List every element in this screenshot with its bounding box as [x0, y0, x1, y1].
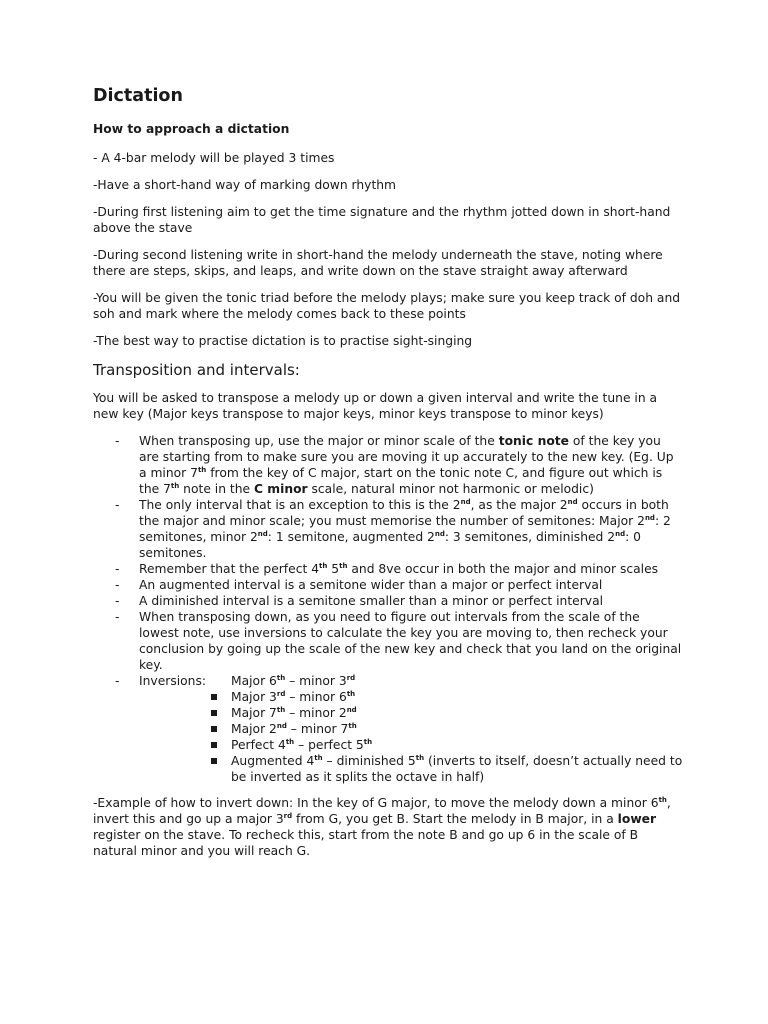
dictation-point: -During first listening aim to get the time signature and the rhythm jotted down in short-hand above the stave — [93, 205, 671, 235]
list-item: - When transposing down, as you need to figure out intervals from the scale of the lowest note, use inversions to calculate the key you are moving to, then recheck your conclusion by going up the scale of the new key and check that you land on the original key. — [93, 609, 683, 673]
section-intro: You will be asked to transpose a melody up or down a given interval and write the tune in a new key (Major keys transpose to major keys, minor keys transpose to minor keys) — [93, 391, 658, 421]
dictation-point: -The best way to practise dictation is to practise sight-singing — [93, 334, 473, 348]
list-item: - When transposing up, use the major or minor scale of the tonic note of the key you are starting from to make sure you are moving it up accurately to the new key. (Eg. Up a minor 7th from the key of C major, start on the tonic note C, and figure out which is the 7th note in the C minor scale, natural minor not harmonic or melodic) — [93, 433, 683, 497]
section-subtitle: How to approach a dictation — [93, 122, 290, 136]
list-item: - A diminished interval is a semitone smaller than a minor or perfect interval — [93, 593, 683, 609]
list-item: - The only interval that is an exception to this is the 2nd, as the major 2nd occurs in both the major and minor scale; you must memorise the number of semitones: Major 2nd: 2 semitones, minor 2nd: 1 semitone, augmented 2nd: 3 semitones, diminished 2nd: 0 semitones. — [93, 497, 683, 561]
transposition-list — [93, 433, 683, 785]
inversion-item: Major 3rd – minor 6th — [139, 689, 683, 705]
document-page — [93, 84, 683, 870]
dictation-point: - A 4-bar melody will be played 3 times — [93, 151, 335, 165]
inversions-sublist — [139, 689, 683, 785]
dictation-point: -You will be given the tonic triad before the melody plays; make sure you keep track of doh and soh and mark where the melody comes back to these points — [93, 291, 681, 321]
inversion-item: Major 7th – minor 2nd — [139, 705, 683, 721]
inversion-pair: Major 6th – minor 3rd — [231, 674, 356, 688]
inversion-item: Perfect 4th – perfect 5th — [139, 737, 683, 753]
list-item: - Remember that the perfect 4th 5th and 8ve occur in both the major and minor scales — [93, 561, 683, 577]
example-paragraph: -Example of how to invert down: In the key of G major, to move the melody down a minor 6th, invert this and go up a major 3rd from G, you get B. Start the melody in B major, in a lower register on the stave. To recheck this, start from the note B and go up 6 in the scale of B natural minor and you will reach G. — [93, 796, 671, 858]
inversions-label: - Inversions: — [139, 674, 207, 688]
inversions-item — [93, 673, 683, 785]
page-title: Dictation — [93, 86, 183, 106]
inversion-item: Major 2nd – minor 7th — [139, 721, 683, 737]
dictation-point: -During second listening write in short-hand the melody underneath the stave, noting where there are steps, skips, and leaps, and write down on the stave straight away afterward — [93, 248, 663, 278]
list-item: - An augmented interval is a semitone wider than a major or perfect interval — [93, 577, 683, 593]
dictation-point: -Have a short-hand way of marking down rhythm — [93, 178, 397, 192]
inversion-item: Augmented 4th – diminished 5th (inverts to itself, doesn’t actually need to be inverted as it splits the octave in half) — [139, 753, 683, 785]
section-heading: Transposition and intervals: — [93, 361, 300, 379]
